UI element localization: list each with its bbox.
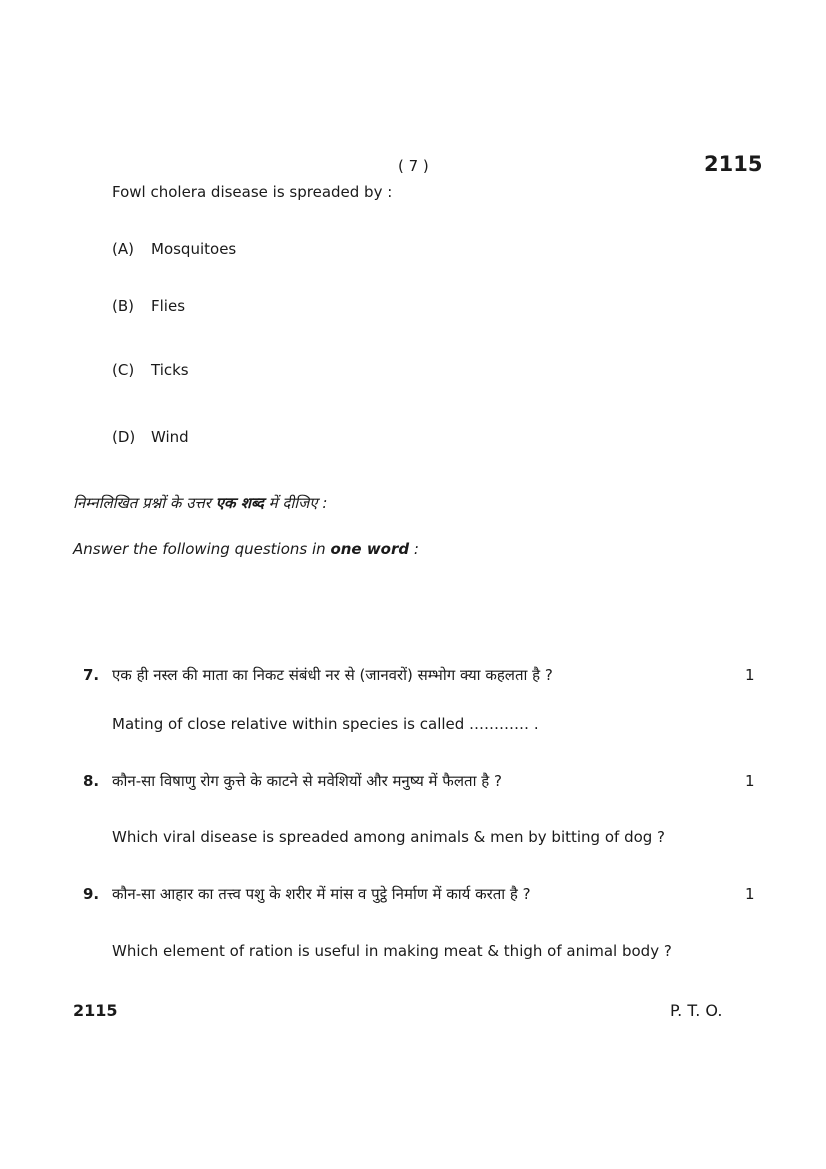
paper-code-top: 2115: [704, 152, 763, 176]
option-d-text: Wind: [151, 428, 189, 446]
option-b-letter: (B): [112, 297, 134, 315]
question-7-hindi: एक ही नस्ल की माता का निकट संबंधी नर से (जानवरों) सम्भोग क्या कहलता है ?: [112, 666, 553, 684]
question-7-english: Mating of close relative within species is called ………… .: [112, 715, 539, 733]
question-8-number: 8.: [83, 772, 100, 790]
page-number: ( 7 ): [398, 157, 429, 175]
question-8-english: Which viral disease is spreaded among animals & men by bitting of dog ?: [112, 828, 666, 846]
question-8-marks: 1: [745, 772, 755, 790]
question-9-english: Which element of ration is useful in making meat & thigh of animal body ?: [112, 942, 672, 960]
instruction-hindi: निम्नलिखित प्रश्नों के उत्तर एक शब्द में दीजिए :: [73, 494, 328, 512]
option-d-letter: (D): [112, 428, 136, 446]
question-7-number: 7.: [83, 666, 100, 684]
paper-code-bottom: 2115: [73, 1001, 118, 1020]
option-c-text: Ticks: [151, 361, 189, 379]
question-9-marks: 1: [745, 885, 755, 903]
option-b-text: Flies: [151, 297, 186, 315]
option-a-letter: (A): [112, 240, 134, 258]
question-7-marks: 1: [745, 666, 755, 684]
question-9-number: 9.: [83, 885, 100, 903]
question-9-hindi: कौन-सा आहार का तत्त्व पशु के शरीर में मांस व पुट्ठे निर्माण में कार्य करता है ?: [112, 885, 531, 903]
instruction-english: Answer the following questions in one word :: [73, 540, 419, 558]
option-a-text: Mosquitoes: [151, 240, 237, 258]
question-6-text: Fowl cholera disease is spreaded by :: [112, 183, 393, 201]
question-8-hindi: कौन-सा विषाणु रोग कुत्ते के काटने से मवेशियों और मनुष्य में फैलता है ?: [112, 772, 502, 790]
option-c-letter: (C): [112, 361, 135, 379]
pto-label: P. T. O.: [670, 1001, 723, 1020]
